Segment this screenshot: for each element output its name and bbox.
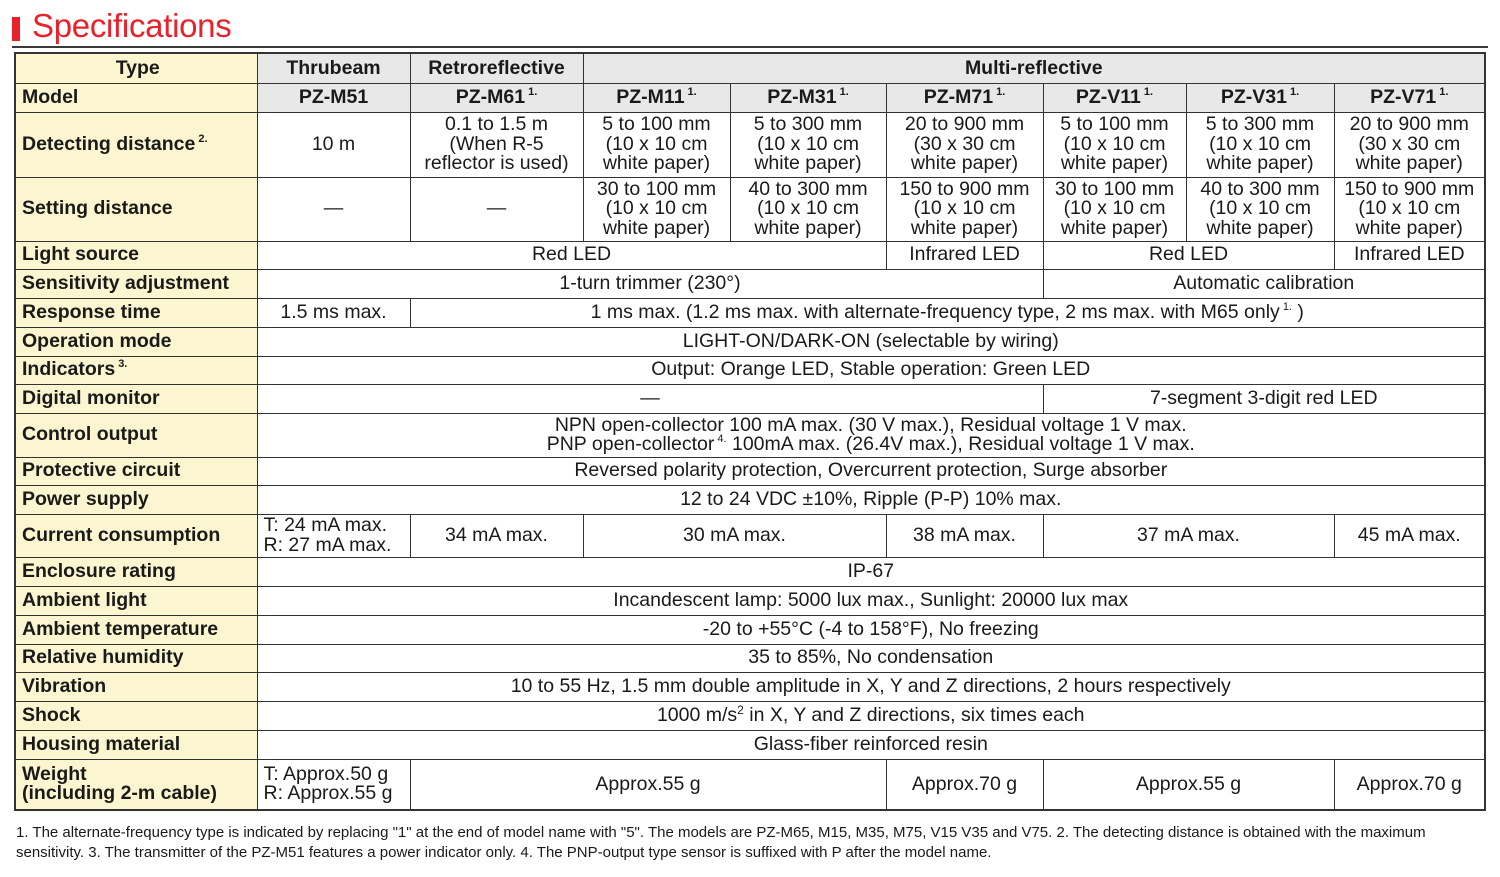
current-m61: 34 mA max. xyxy=(410,514,583,557)
ambient-light-row xyxy=(15,586,1485,615)
ambient-temperature-row xyxy=(15,615,1485,644)
setting-distance-label: Setting distance xyxy=(15,177,257,241)
model-name: PZ-M11 xyxy=(616,85,685,108)
sensitivity-row xyxy=(15,269,1485,298)
model-name: PZ-M71 xyxy=(923,85,994,108)
digital-monitor-v-series: 7-segment 3-digit red LED xyxy=(1043,384,1485,413)
humidity-label: Relative humidity xyxy=(15,644,257,672)
section-header xyxy=(12,6,231,46)
title-rule xyxy=(12,46,1488,48)
weight-m51: T: Approx.50 g R: Approx.55 g xyxy=(257,759,410,810)
shock-value: 1000 $m/s^2$ in X, Y and Z directions, six times each xyxy=(257,701,1485,730)
indicators-row xyxy=(15,356,1485,384)
ambient-temperature-value: -20 to +55°C (-4 to 158°F), No freezing xyxy=(257,615,1485,644)
model-cell xyxy=(1186,83,1334,112)
model-name: PZ-M51 xyxy=(298,85,369,108)
response-time-row xyxy=(15,298,1485,327)
setting-cell: 30 to 100 mm (10 x 10 cm white paper) xyxy=(583,177,730,241)
model-row xyxy=(15,83,1485,112)
detecting-cell: 5 to 300 mm (10 x 10 cm white paper) xyxy=(1186,112,1334,177)
power-supply-row xyxy=(15,485,1485,514)
footnote-ref: 1. xyxy=(1143,85,1154,98)
light-source-red-led: Red LED xyxy=(257,241,886,269)
power-supply-label: Power supply xyxy=(15,485,257,514)
model-cell xyxy=(257,83,410,112)
light-source-row xyxy=(15,241,1485,269)
footnote-ref: 3. xyxy=(118,358,128,371)
ambient-temperature-label: Ambient temperature xyxy=(15,615,257,644)
model-label: Model xyxy=(15,83,257,112)
current-consumption-label: Current consumption xyxy=(15,514,257,557)
digital-monitor-m-series: — xyxy=(257,384,1043,413)
model-name: PZ-M61 xyxy=(455,85,526,108)
footnote-ref: 4. xyxy=(717,433,727,445)
control-output-row xyxy=(15,413,1485,457)
setting-cell: 150 to 900 mm (10 x 10 cm white paper) xyxy=(886,177,1043,241)
indicators-label: Indicators $^{3.}$ xyxy=(15,356,257,384)
weight-v11-v31: Approx.55 g xyxy=(1043,759,1334,810)
digital-monitor-row xyxy=(15,384,1485,413)
protective-circuit-row xyxy=(15,457,1485,485)
vibration-value: 10 to 55 Hz, 1.5 mm double amplitude in X, Y and Z directions, 2 hours respectively xyxy=(257,672,1485,701)
enclosure-value: IP-67 xyxy=(257,557,1485,586)
sensitivity-trimmer: 1-turn trimmer (230°) xyxy=(257,269,1043,298)
response-time-m51: 1.5 ms max. xyxy=(257,298,410,327)
specifications-table xyxy=(14,52,1486,811)
footnote-ref: 1. xyxy=(839,85,849,98)
model-name: PZ-V71 xyxy=(1370,85,1437,108)
model-cell xyxy=(1043,83,1186,112)
protective-circuit-label: Protective circuit xyxy=(15,457,257,485)
setting-distance-row xyxy=(15,177,1485,241)
footnote-ref: 2. xyxy=(198,132,208,145)
type-retroreflective: Retroreflective xyxy=(410,53,583,83)
type-row xyxy=(15,53,1485,83)
detecting-cell: 20 to 900 mm (30 x 30 cm white paper) xyxy=(1334,112,1485,177)
light-source-infrared: Infrared LED xyxy=(1334,241,1485,269)
model-name: PZ-V11 xyxy=(1075,85,1141,108)
setting-cell: 150 to 900 mm (10 x 10 cm white paper) xyxy=(1334,177,1485,241)
current-m11-m31: 30 mA max. xyxy=(583,514,886,557)
model-cell xyxy=(886,83,1043,112)
detecting-cell: 5 to 100 mm (10 x 10 cm white paper) xyxy=(1043,112,1186,177)
vibration-label: Vibration xyxy=(15,672,257,701)
operation-mode-label: Operation mode xyxy=(15,327,257,356)
protective-circuit-value: Reversed polarity protection, Overcurrent protection, Surge absorber xyxy=(257,457,1485,485)
weight-row xyxy=(15,759,1485,810)
shock-label: Shock xyxy=(15,701,257,730)
type-multi-reflective: Multi-reflective xyxy=(583,53,1485,83)
control-output-label: Control output xyxy=(15,413,257,457)
footnote-ref: 1. xyxy=(687,85,697,98)
response-time-label: Response time xyxy=(15,298,257,327)
setting-cell: — xyxy=(410,177,583,241)
sensitivity-label: Sensitivity adjustment xyxy=(15,269,257,298)
model-cell xyxy=(730,83,886,112)
current-m71: 38 mA max. xyxy=(886,514,1043,557)
housing-row xyxy=(15,730,1485,759)
model-name: PZ-M31 xyxy=(767,85,837,108)
current-v11-v31: 37 mA max. xyxy=(1043,514,1334,557)
model-cell xyxy=(1334,83,1485,112)
model-cell xyxy=(410,83,583,112)
current-m51: T: 24 mA max. R: 27 mA max. xyxy=(257,514,410,557)
footnote-ref: 1. xyxy=(1289,85,1300,98)
operation-mode-row xyxy=(15,327,1485,356)
model-name: PZ-V31 xyxy=(1220,85,1287,108)
detecting-cell: 10 m xyxy=(257,112,410,177)
setting-cell: 40 to 300 mm (10 x 10 cm white paper) xyxy=(1186,177,1334,241)
sensitivity-auto: Automatic calibration xyxy=(1043,269,1485,298)
detecting-distance-row xyxy=(15,112,1485,177)
humidity-row xyxy=(15,644,1485,672)
vibration-row xyxy=(15,672,1485,701)
humidity-value: 35 to 85%, No condensation xyxy=(257,644,1485,672)
shock-row xyxy=(15,701,1485,730)
setting-cell: 30 to 100 mm (10 x 10 cm white paper) xyxy=(1043,177,1186,241)
current-consumption-row xyxy=(15,514,1485,557)
weight-m61-m31: Approx.55 g xyxy=(410,759,886,810)
power-supply-value: 12 to 24 VDC ±10%, Ripple (P-P) 10% max. xyxy=(257,485,1485,514)
current-v71: 45 mA max. xyxy=(1334,514,1485,557)
footnotes: 1. The alternate-frequency type is indicated by replacing "1" at the end of model name with "5". The models are PZ-M65, M15, M35, M75, V15 V35 and V75. 2. The detecting distance is obtained with the maximum sensitivity. 3. The transmitter of the PZ-M51 features a power indicator only. 4. The PNP-output type sensor is suffixed with P after the model name. xyxy=(16,824,1426,861)
enclosure-label: Enclosure rating xyxy=(15,557,257,586)
type-label: Type xyxy=(15,53,257,83)
footnote-ref: 1. xyxy=(528,85,538,98)
ambient-light-value: Incandescent lamp: 5000 lux max., Sunlight: 20000 lux max xyxy=(257,586,1485,615)
enclosure-row xyxy=(15,557,1485,586)
detecting-distance-label: Detecting distance $^{2.}$ xyxy=(15,112,257,177)
detecting-cell: 20 to 900 mm (30 x 30 cm white paper) xyxy=(886,112,1043,177)
response-time-others: 1 ms max. (1.2 ms max. with alternate-frequency type, 2 ms max. with M65 only $^{1.}$ ) xyxy=(410,298,1485,327)
digital-monitor-label: Digital monitor xyxy=(15,384,257,413)
detecting-cell: 0.1 to 1.5 m (When R-5 reflector is used) xyxy=(410,112,583,177)
control-output-value: NPN open-collector 100 mA max. (30 V max.), Residual voltage 1 V max. PNP open-collector $^{4.}$ 100mA max. (26.4V max.), Residual voltage 1 V max. xyxy=(257,413,1485,457)
setting-cell: 40 to 300 mm (10 x 10 cm white paper) xyxy=(730,177,886,241)
weight-v71: Approx.70 g xyxy=(1334,759,1485,810)
weight-label: Weight (including 2-m cable) xyxy=(15,759,257,810)
light-source-label: Light source xyxy=(15,241,257,269)
type-thrubeam: Thrubeam xyxy=(257,53,410,83)
footnote-ref: 1. xyxy=(1282,300,1292,313)
detecting-cell: 5 to 300 mm (10 x 10 cm white paper) xyxy=(730,112,886,177)
page-title: Specifications xyxy=(32,7,232,44)
light-source-red-led: Red LED xyxy=(1043,241,1334,269)
housing-value: Glass-fiber reinforced resin xyxy=(257,730,1485,759)
light-source-infrared: Infrared LED xyxy=(886,241,1043,269)
model-cell xyxy=(583,83,730,112)
operation-mode-value: LIGHT-ON/DARK-ON (selectable by wiring) xyxy=(257,327,1485,356)
ambient-light-label: Ambient light xyxy=(15,586,257,615)
weight-m71: Approx.70 g xyxy=(886,759,1043,810)
footnote-ref: 1. xyxy=(1439,85,1449,98)
housing-label: Housing material xyxy=(15,730,257,759)
indicators-value: Output: Orange LED, Stable operation: Green LED xyxy=(257,356,1485,384)
footnote-ref: 1. xyxy=(996,85,1006,98)
title-marker xyxy=(12,17,20,41)
detecting-cell: 5 to 100 mm (10 x 10 cm white paper) xyxy=(583,112,730,177)
setting-cell: — xyxy=(257,177,410,241)
